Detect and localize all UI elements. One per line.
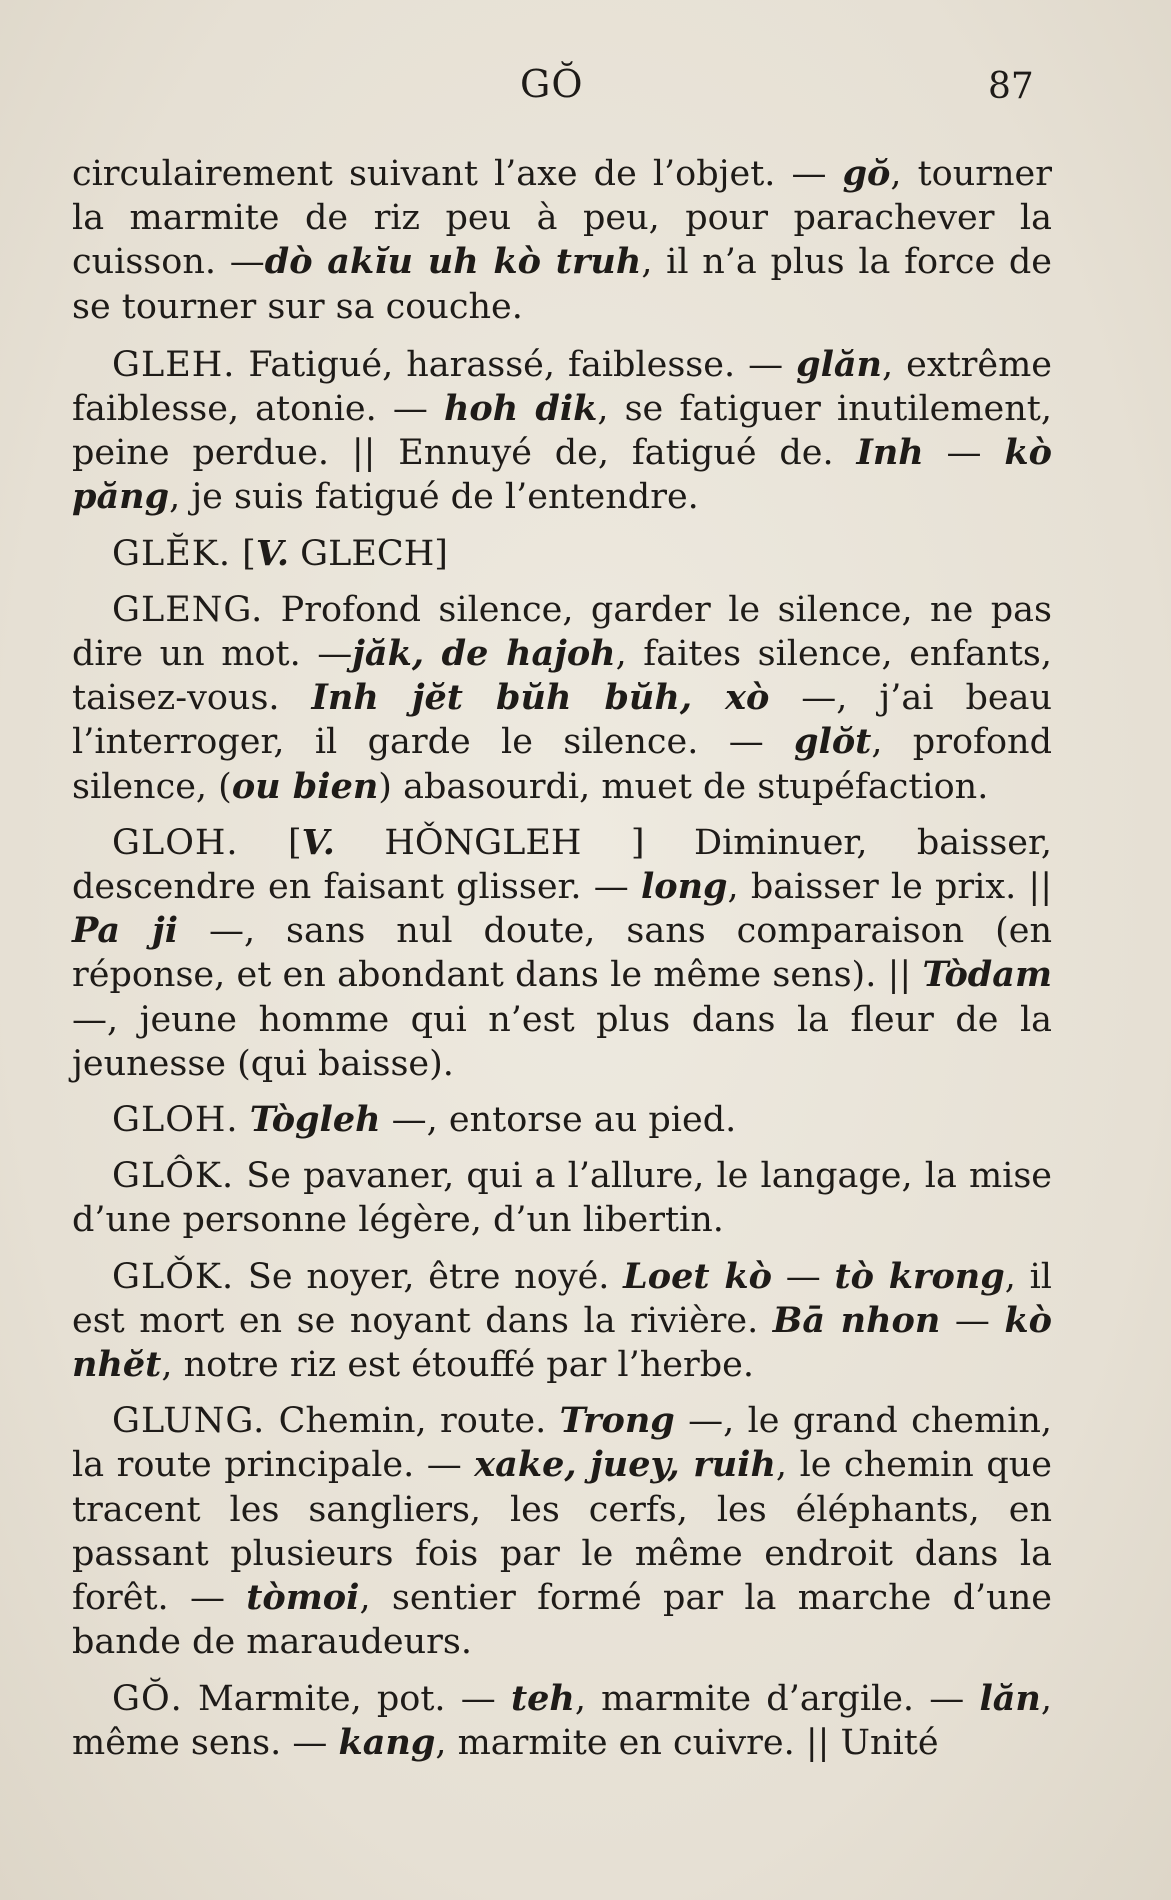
entry-italic-term: Pa ji [72, 910, 179, 952]
entry-text: , marmite en cuivre. || Unité [435, 1722, 939, 1763]
entry-italic-term: long [640, 866, 728, 908]
dictionary-entry [72, 1255, 1052, 1388]
entry-text: ) abasourdi, muet de stupéfaction. [378, 766, 989, 807]
entry-text: , faites silence, enfants, taisez-vous. [72, 634, 1052, 719]
entry-italic-term: gŏ [842, 153, 891, 194]
running-header [0, 62, 1171, 112]
entry-italic-term: Inh [856, 432, 924, 474]
entry-text: —, sans nul doute, sans comparaison (en réponse, et en abondant dans le même sens). || [72, 911, 1052, 996]
entry-text: , notre riz est étouffé par l’herbe. [161, 1345, 754, 1386]
dictionary-entry [72, 1154, 1052, 1242]
entry-italic-term: V. [301, 821, 335, 863]
entry-text: — [771, 1256, 835, 1297]
dictionary-entry [72, 532, 1052, 576]
entry-italic-term: glŏt [794, 721, 872, 763]
dictionary-entry [72, 343, 1052, 520]
entry-text: , tourner la marmite de riz peu à peu, pour parachever la cuisson. — [72, 154, 1052, 283]
entry-headword: GLÔK. [112, 1156, 235, 1197]
entry-text: Se noyer, être noyé. [234, 1256, 624, 1297]
entry-text: —, le grand chemin, la route principale. — [72, 1401, 1052, 1486]
entry-italic-term: kang [338, 1721, 436, 1763]
entry-text [239, 1100, 250, 1140]
entry-text: , je suis fatigué de l’entendre. [169, 477, 699, 518]
entry-italic-term: Bā nhon [772, 1299, 941, 1341]
entry-headword: GLOH. [112, 1100, 239, 1141]
entry-italic-term: Inh jĕt bŭh bŭh, xò [311, 677, 770, 719]
entry-italic-term: Tògleh [249, 1099, 381, 1141]
entry-headword: GŎ. [112, 1678, 183, 1719]
entry-text: [ [231, 533, 256, 574]
entry-headword: GLĔK. [112, 533, 232, 574]
entry-text: , extrême faiblesse, atonie. — [72, 344, 1052, 430]
page-number: 87 [988, 66, 1034, 107]
entry-headword: GLUNG. [112, 1401, 266, 1442]
entry-text: Se pavaner, qui a l’allure, le langage, la mise d’une personne légère, d’un libertin. [72, 1156, 1052, 1241]
entry-text: Chemin, route. [265, 1401, 560, 1442]
entry-italic-term: kò nhĕt [72, 1299, 1052, 1386]
entry-text: Marmite, pot. — [182, 1678, 511, 1719]
dictionary-entry [72, 588, 1052, 809]
running-head-word: GŎ [520, 62, 584, 106]
entry-headword: GLOH. [112, 822, 239, 863]
entry-text: —, entorse au pied. [380, 1100, 737, 1141]
entry-headword: GLǑK. [112, 1256, 235, 1297]
entry-italic-term: xake, juey, ruih [474, 1444, 776, 1486]
entry-headword: GLEH. [112, 344, 236, 385]
dictionary-entry [72, 821, 1052, 1086]
entry-text: Profond silence, garder le silence, ne pas dire un mot. — [72, 589, 1052, 675]
entry-headword: GLENG. [112, 589, 264, 630]
entry-text: , profond silence, ( [72, 722, 1052, 807]
entry-italic-term: tò krong [834, 1255, 1005, 1297]
entry-italic-term: Loet kò [623, 1255, 772, 1297]
entry-italic-term: hoh dik [443, 388, 598, 430]
entry-italic-term: kò păng [72, 432, 1052, 518]
entry-text: circulairement suivant l’axe de l’objet. — [72, 154, 843, 194]
dictionary-entry [72, 1399, 1052, 1664]
entry-text: Fatigué, harassé, faiblesse. — [235, 344, 797, 385]
entry-text: , baisser le prix. || [727, 867, 1052, 908]
entry-italic-term: tòmoi [246, 1577, 360, 1619]
entry-italic-term: jăk, de hajoh [352, 633, 616, 675]
entry-italic-term: dò akĭu uh kò truh [264, 241, 642, 283]
entry-text: , le chemin que tracent les sangliers, les cerfs, les éléphants, en passant plusieurs fois par le même endroit dans la forêt. — [72, 1445, 1052, 1619]
entry-text: , il est mort en se noyant dans la rivière. [72, 1256, 1052, 1341]
entry-italic-term: glăn [796, 343, 882, 385]
entry-continuation [72, 152, 1052, 329]
entry-text: —, jeune homme qui n’est plus dans la fleur de la jeunesse (qui baisse). [72, 999, 1052, 1084]
dictionary-body [72, 152, 1052, 1777]
entry-text: — [923, 433, 1005, 474]
entry-italic-term: V. [255, 532, 290, 574]
entry-text: — [940, 1300, 1005, 1341]
entry-text: [ [238, 822, 302, 863]
entry-italic-term: Trong [559, 1400, 675, 1442]
entry-italic-term: lăn [979, 1677, 1041, 1719]
entry-text: —, j’ai beau l’interroger, il garde le silence. — [72, 678, 1052, 763]
dictionary-entry [72, 1098, 1052, 1142]
entry-text: , sentier formé par la marche d’une bande de maraudeurs. [72, 1578, 1052, 1663]
entry-text: , se fatiguer inutilement, peine perdue. || Ennuyé de, fatigué de. [72, 389, 1052, 474]
entry-italic-term: Tòdam [922, 954, 1052, 996]
dictionary-entry [72, 1677, 1052, 1765]
entry-text: GLECH] [289, 533, 448, 574]
entry-italic-term: teh [510, 1677, 575, 1719]
entry-text: HǑNGLEH ] Diminuer, baisser, descendre en faisant glisser. — [72, 822, 1053, 908]
entry-italic-term: ou bien [231, 765, 379, 807]
entry-text: , il n’a plus la force de se tourner sur sa couche. [72, 242, 1053, 327]
entry-text: , marmite d’argile. — [574, 1678, 980, 1719]
entry-text: , même sens. — [72, 1678, 1052, 1763]
